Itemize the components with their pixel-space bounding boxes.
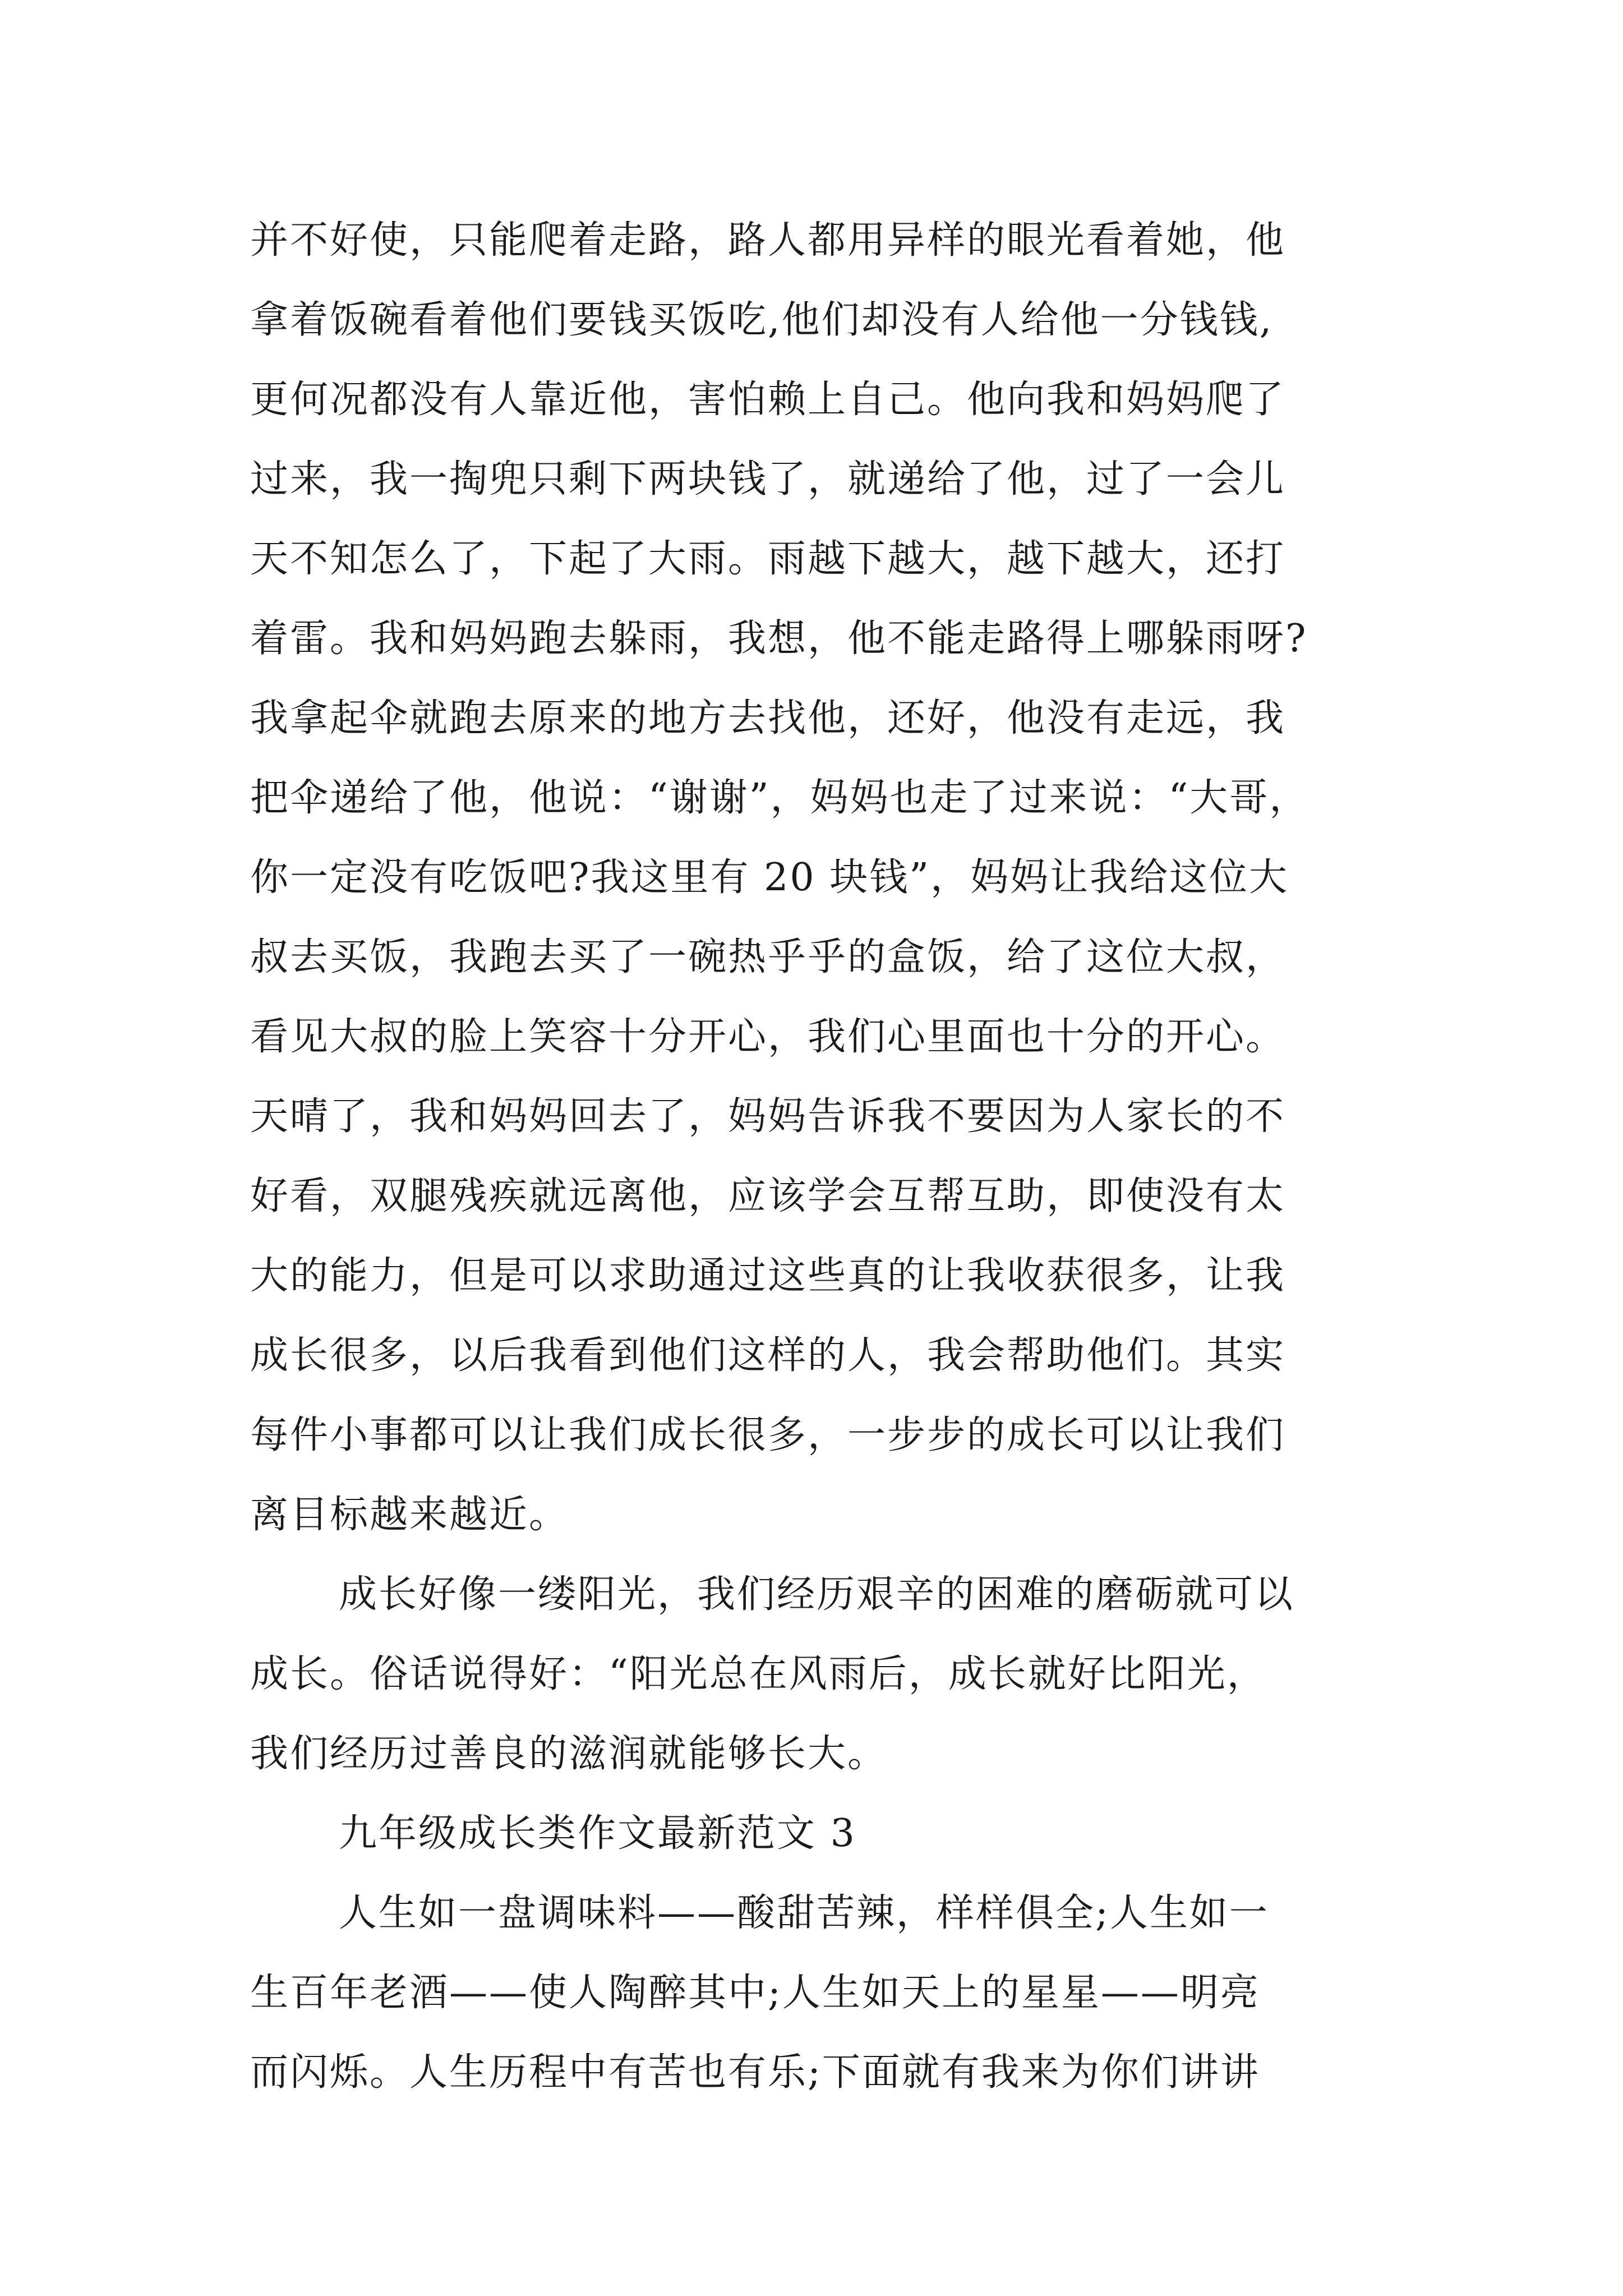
text-line: 每件小事都可以让我们成长很多，一步步的成长可以让我们 <box>250 1413 1286 1457</box>
paragraph-first-line: 成长好像一缕阳光，我们经历艰辛的困难的磨砺就可以 <box>339 1572 1295 1617</box>
document-body <box>250 201 1394 2113</box>
text-line: 叔去买饭，我跑去买了一碗热乎乎的盒饭，给了这位大叔， <box>250 935 1286 979</box>
text-line: 而闪烁。人生历程中有苦也有乐;下面就有我来为你们讲讲 <box>250 2050 1260 2095</box>
paragraph-first-line: 人生如一盘调味料——酸甜苦辣，样样俱全;人生如一 <box>339 1891 1269 1935</box>
text-line: 生百年老酒——使人陶醉其中;人生如天上的星星——明亮 <box>250 1971 1260 2015</box>
text-line: 好看，双腿残疾就远离他，应该学会互帮互助，即使没有太 <box>250 1174 1286 1218</box>
text-line: 我们经历过善良的滋润就能够长大。 <box>250 1732 888 1776</box>
text-line: 拿着饭碗看着他们要钱买饭吃,他们却没有人给他一分钱钱, <box>250 298 1274 342</box>
section-heading: 九年级成长类作文最新范文 3 <box>339 1811 856 1856</box>
text-line: 离目标越来越近。 <box>250 1493 569 1537</box>
text-line: 大的能力，但是可以求助通过这些真的让我收获很多，让我 <box>250 1254 1286 1298</box>
text-line: 成长。俗话说得好：“阳光总在风雨后，成长就好比阳光， <box>250 1652 1267 1696</box>
text-line: 你一定没有吃饭吧?我这里有 20 块钱”，妈妈让我给这位大 <box>250 855 1289 900</box>
text-line: 过来，我一掏兜只剩下两块钱了，就递给了他，过了一会儿 <box>250 457 1286 501</box>
text-line: 更何况都没有人靠近他，害怕赖上自己。他向我和妈妈爬了 <box>250 378 1286 422</box>
text-line: 并不好使，只能爬着走路，路人都用异样的眼光看着她，他 <box>250 218 1286 263</box>
text-line: 天不知怎么了，下起了大雨。雨越下越大，越下越大，还打 <box>250 537 1286 581</box>
text-line: 着雷。我和妈妈跑去躲雨，我想，他不能走路得上哪躲雨呀? <box>250 616 1308 661</box>
text-line: 成长很多，以后我看到他们这样的人，我会帮助他们。其实 <box>250 1333 1286 1378</box>
text-line: 看见大叔的脸上笑容十分开心，我们心里面也十分的开心。 <box>250 1015 1286 1059</box>
text-line: 我拿起伞就跑去原来的地方去找他，还好，他没有走远，我 <box>250 696 1286 740</box>
text-line: 把伞递给了他，他说：“谢谢”，妈妈也走了过来说：“大哥， <box>250 776 1310 820</box>
text-line: 天晴了，我和妈妈回去了，妈妈告诉我不要因为人家长的不 <box>250 1094 1286 1139</box>
